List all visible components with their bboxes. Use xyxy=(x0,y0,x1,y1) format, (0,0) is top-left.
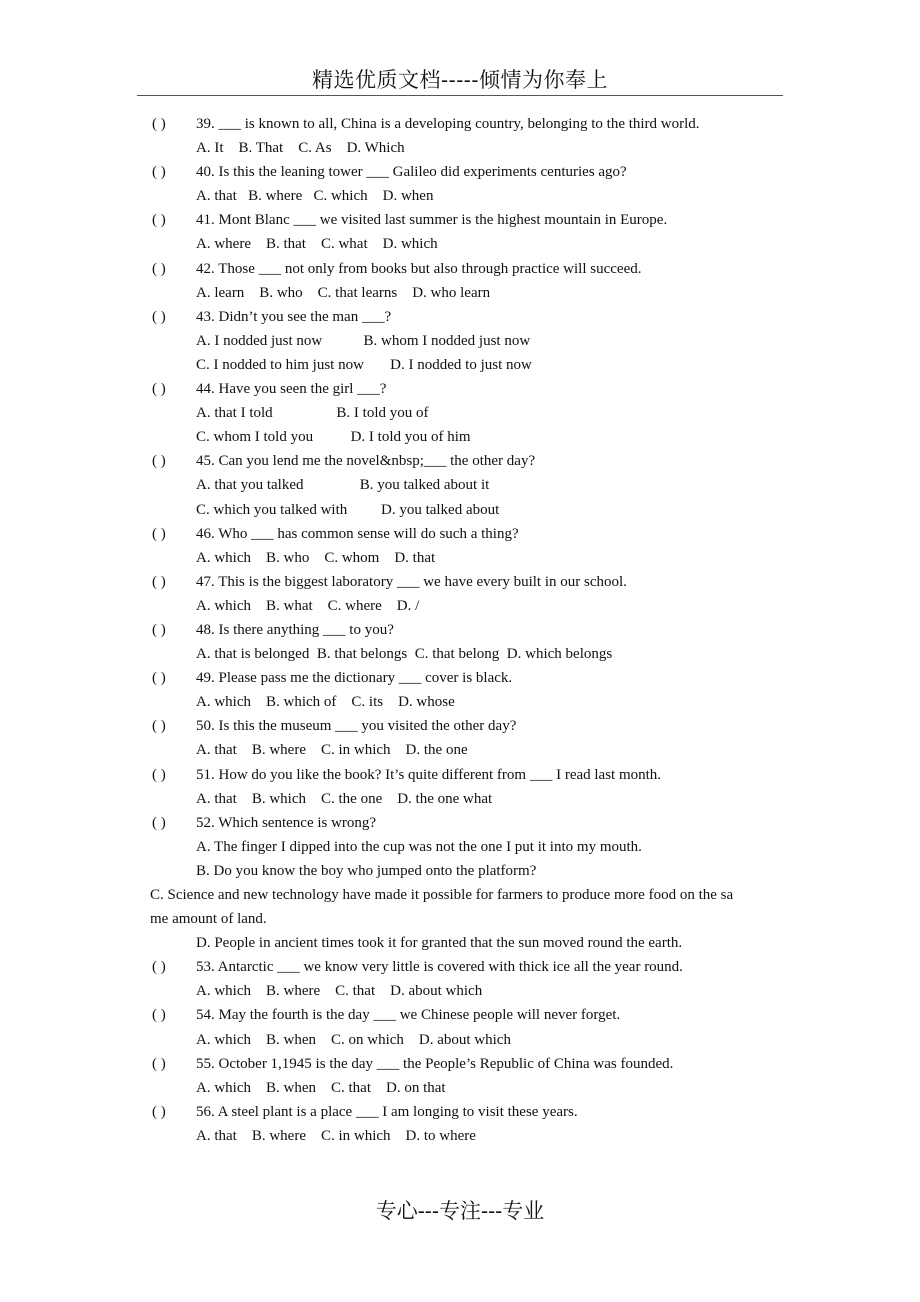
answer-bracket: ( ) xyxy=(152,1055,166,1072)
option-line: A. that B. where C. in which D. the one xyxy=(196,742,468,759)
question-line xyxy=(150,112,790,136)
question-line xyxy=(150,618,790,642)
question-text: 47. This is the biggest laboratory ___ we have every built in our school. xyxy=(196,573,627,590)
answer-bracket: ( ) xyxy=(152,766,166,783)
answer-bracket: ( ) xyxy=(152,621,166,638)
question-line xyxy=(150,257,790,281)
question-list xyxy=(150,112,790,1148)
option-line: A. which B. who C. whom D. that xyxy=(196,549,436,566)
option-line: A. The finger I dipped into the cup was not the one I put it into my mouth. xyxy=(196,838,642,855)
answer-bracket: ( ) xyxy=(152,260,166,277)
question-line xyxy=(150,208,790,232)
option-line: D. People in ancient times took it for granted that the sun moved round the earth. xyxy=(196,935,683,952)
option-line: A. which B. what C. where D. / xyxy=(196,597,420,614)
question-line xyxy=(150,955,790,979)
question-line xyxy=(150,522,790,546)
option-line: A. that I told B. I told you of xyxy=(196,405,429,422)
answer-bracket: ( ) xyxy=(152,525,166,542)
question-line xyxy=(150,570,790,594)
question-line xyxy=(150,305,790,329)
option-line: A. which B. when C. on which D. about which xyxy=(196,1031,511,1048)
answer-bracket: ( ) xyxy=(152,381,166,398)
question-text: 51. How do you like the book? It’s quite different from ___ I read last month. xyxy=(196,766,662,783)
question-line xyxy=(150,811,790,835)
answer-bracket: ( ) xyxy=(152,573,166,590)
option-line: C. whom I told you D. I told you of him xyxy=(196,429,471,446)
answer-bracket: ( ) xyxy=(152,164,166,181)
page-header: 精选优质文档-----倾情为你奉上 xyxy=(312,68,608,92)
question-text: 40. Is this the leaning tower ___ Galileo did experiments centuries ago? xyxy=(196,164,627,181)
question-text: 41. Mont Blanc ___ we visited last summer is the highest mountain in Europe. xyxy=(196,212,668,229)
page-footer: 专心---专注---专业 xyxy=(375,1199,545,1223)
question-text: 52. Which sentence is wrong? xyxy=(196,814,377,831)
question-line xyxy=(150,160,790,184)
question-text: 55. October 1,1945 is the day ___ the People’s Republic of China was founded. xyxy=(196,1055,674,1072)
answer-bracket: ( ) xyxy=(152,1007,166,1024)
option-line: B. Do you know the boy who jumped onto the platform? xyxy=(196,862,537,879)
answer-bracket: ( ) xyxy=(152,814,166,831)
question-text: 42. Those ___ not only from books but also through practice will succeed. xyxy=(196,260,642,277)
question-line xyxy=(150,666,790,690)
option-line: C. which you talked with D. you talked about xyxy=(196,501,500,518)
answer-bracket: ( ) xyxy=(152,212,166,229)
question-text: 39. ___ is known to all, China is a developing country, belonging to the third world. xyxy=(196,116,700,132)
answer-bracket: ( ) xyxy=(152,308,166,325)
question-line xyxy=(150,1003,790,1027)
answer-bracket: ( ) xyxy=(152,670,166,687)
question-text: 54. May the fourth is the day ___ we Chinese people will never forget. xyxy=(196,1007,621,1024)
question-text: 53. Antarctic ___ we know very little is covered with thick ice all the year round. xyxy=(196,959,683,976)
option-continuation-line: me amount of land. xyxy=(150,911,267,928)
option-line: A. which B. which of C. its D. whose xyxy=(196,694,455,711)
option-line: A. that is belonged B. that belongs C. that belong D. which belongs xyxy=(196,646,613,663)
option-line: A. which B. where C. that D. about which xyxy=(196,983,483,1000)
option-line: C. I nodded to him just now D. I nodded to just now xyxy=(196,356,532,373)
question-line xyxy=(150,449,790,473)
question-line xyxy=(150,1100,790,1124)
option-continuation-line: C. Science and new technology have made it possible for farmers to produce more food on the sa xyxy=(150,887,734,903)
question-text: 45. Can you lend me the novel&nbsp;___ the other day? xyxy=(196,453,536,470)
question-text: 46. Who ___ has common sense will do such a thing? xyxy=(196,525,519,542)
answer-bracket: ( ) xyxy=(152,959,166,976)
question-line xyxy=(150,763,790,787)
option-line: A. that B. which C. the one D. the one what xyxy=(196,790,493,807)
option-line: A. that B. where C. which D. when xyxy=(196,188,434,205)
option-line: A. It B. That C. As D. Which xyxy=(196,140,405,157)
question-text: 48. Is there anything ___ to you? xyxy=(196,621,394,638)
option-line: A. I nodded just now B. whom I nodded just now xyxy=(196,332,531,349)
option-line: A. which B. when C. that D. on that xyxy=(196,1079,446,1096)
question-line xyxy=(150,1052,790,1076)
answer-bracket: ( ) xyxy=(152,453,166,470)
question-text: 44. Have you seen the girl ___? xyxy=(196,381,387,398)
header-divider xyxy=(137,95,783,96)
question-line xyxy=(150,714,790,738)
answer-bracket: ( ) xyxy=(152,1103,166,1120)
question-text: 50. Is this the museum ___ you visited the other day? xyxy=(196,718,517,735)
question-text: 56. A steel plant is a place ___ I am longing to visit these years. xyxy=(196,1103,578,1120)
answer-bracket: ( ) xyxy=(152,116,166,132)
question-text: 43. Didn’t you see the man ___? xyxy=(196,308,392,325)
option-line: A. where B. that C. what D. which xyxy=(196,236,438,253)
option-line: A. that B. where C. in which D. to where xyxy=(196,1127,476,1144)
option-line: A. learn B. who C. that learns D. who learn xyxy=(196,284,491,301)
question-text: 49. Please pass me the dictionary ___ cover is black. xyxy=(196,670,513,687)
option-line: A. that you talked B. you talked about it xyxy=(196,477,490,494)
answer-bracket: ( ) xyxy=(152,718,166,735)
question-line xyxy=(150,377,790,401)
